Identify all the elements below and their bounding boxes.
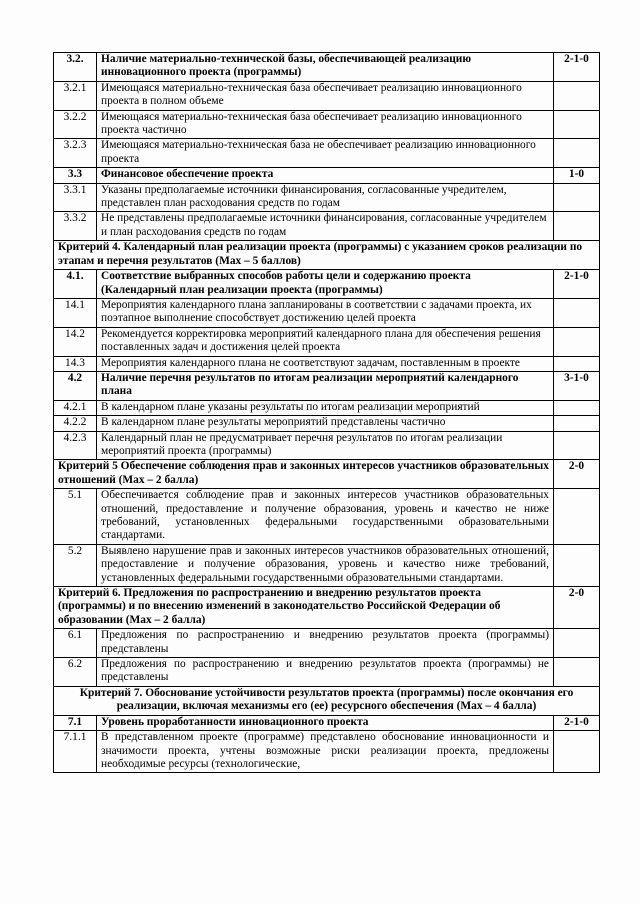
indicator-score xyxy=(554,81,600,110)
indicator-number: 6.1 xyxy=(54,629,97,658)
section-heading-row xyxy=(54,168,600,183)
indicator-score xyxy=(554,629,600,658)
criterion-score: 2-0 xyxy=(554,587,600,629)
indicator-score xyxy=(554,356,600,371)
indicator-row xyxy=(54,431,600,460)
section-score: 2-1-0 xyxy=(554,53,600,82)
indicator-row xyxy=(54,139,600,168)
indicator-text: В календарном плане результаты мероприятий представлены частично xyxy=(97,416,554,431)
indicator-score xyxy=(554,183,600,212)
indicator-score xyxy=(554,139,600,168)
criteria-table-body xyxy=(54,53,600,773)
indicator-number: 4.2.2 xyxy=(54,416,97,431)
indicator-number: 14.1 xyxy=(54,298,97,327)
indicator-text: Выявлено нарушение прав и законных интересов участников образовательных отношений, предоставление и получение образования, уровень и качество ниже требований, установленных федеральными государственными образовательными стандартами. xyxy=(97,544,554,586)
indicator-number: 3.3.1 xyxy=(54,183,97,212)
indicator-row xyxy=(54,400,600,415)
indicator-score xyxy=(554,298,600,327)
section-number: 7.1 xyxy=(54,715,97,730)
indicator-text: Имеющаяся материально-техническая база обеспечивает реализацию инновационного проекта частично xyxy=(97,110,554,139)
indicator-score xyxy=(554,544,600,586)
criterion-row xyxy=(54,241,600,270)
section-title: Соответствие выбранных способов работы цели и содержанию проекта (Календарный план реализации проекта (программы) xyxy=(97,270,554,299)
criterion-row xyxy=(54,587,600,629)
indicator-text: Обеспечивается соблюдение прав и законных интересов участников образовательных отношений, предоставление и получение образования, уровень и качество не ниже требований, установленных федеральными государственными образовательными стандартами. xyxy=(97,489,554,545)
criterion-title: Критерий 5 Обеспечение соблюдения прав и законных интересов участников образовательных отношений (Max – 2 балла) xyxy=(54,460,554,489)
indicator-row xyxy=(54,327,600,356)
indicator-number: 3.2.1 xyxy=(54,81,97,110)
indicator-score xyxy=(554,110,600,139)
indicator-score xyxy=(554,416,600,431)
section-title: Финансовое обеспечение проекта xyxy=(97,168,554,183)
indicator-text: В представленном проекте (программе) представлено обоснование инновационности и значимости проекта, учтены возможные риски реализации проекта, предложены необходимые ресурсы (технологические, xyxy=(97,731,554,773)
criterion-score: 2-0 xyxy=(554,460,600,489)
section-score: 2-1-0 xyxy=(554,270,600,299)
indicator-text: Мероприятия календарного плана запланированы в соответствии с задачами проекта, их поэтапное выполнение способствует достижению целей проекта xyxy=(97,298,554,327)
indicator-row xyxy=(54,298,600,327)
indicator-number: 4.2.1 xyxy=(54,400,97,415)
indicator-text: Мероприятия календарного плана не соответствуют задачам, поставленным в проекте xyxy=(97,356,554,371)
section-heading-row xyxy=(54,53,600,82)
indicator-row xyxy=(54,544,600,586)
indicator-score xyxy=(554,400,600,415)
section-score: 3-1-0 xyxy=(554,371,600,400)
indicator-number: 6.2 xyxy=(54,658,97,687)
section-title: Уровень проработанности инновационного проекта xyxy=(97,715,554,730)
section-number: 4.2 xyxy=(54,371,97,400)
indicator-score xyxy=(554,731,600,773)
indicator-number: 7.1.1 xyxy=(54,731,97,773)
criterion-title: Критерий 4. Календарный план реализации проекта (программы) с указанием сроков реализации по этапам и перечня результатов (Max – 5 баллов) xyxy=(54,241,600,270)
section-heading-row xyxy=(54,715,600,730)
criteria-table xyxy=(53,52,600,773)
indicator-text: Предложения по распространению и внедрению результатов проекта (программы) не представлены xyxy=(97,658,554,687)
indicator-row xyxy=(54,489,600,545)
section-score: 2-1-0 xyxy=(554,715,600,730)
indicator-text: Указаны предполагаемые источники финансирования, согласованные учредителем, представлен план расходования средств по годам xyxy=(97,183,554,212)
section-number: 4.1. xyxy=(54,270,97,299)
criterion-row xyxy=(54,686,600,715)
indicator-text: Не представлены предполагаемые источники финансирования, согласованные учредителем и план расходования средств по годам xyxy=(97,212,554,241)
indicator-number: 3.3.2 xyxy=(54,212,97,241)
indicator-score xyxy=(554,431,600,460)
indicator-score xyxy=(554,489,600,545)
indicator-row xyxy=(54,356,600,371)
indicator-text: Рекомендуется корректировка мероприятий календарного плана для обеспечения решения поставленных задач и достижения целей проекта xyxy=(97,327,554,356)
indicator-score xyxy=(554,658,600,687)
indicator-score xyxy=(554,212,600,241)
indicator-text: Имеющаяся материально-техническая база не обеспечивает реализацию инновационного проекта xyxy=(97,139,554,168)
indicator-row xyxy=(54,183,600,212)
section-heading-row xyxy=(54,270,600,299)
indicator-number: 5.1 xyxy=(54,489,97,545)
indicator-row xyxy=(54,416,600,431)
section-number: 3.2. xyxy=(54,53,97,82)
section-score: 1-0 xyxy=(554,168,600,183)
indicator-row xyxy=(54,731,600,773)
indicator-score xyxy=(554,327,600,356)
indicator-number: 5.2 xyxy=(54,544,97,586)
indicator-text: Предложения по распространению и внедрению результатов проекта (программы) представлены xyxy=(97,629,554,658)
indicator-text: В календарном плане указаны результаты по итогам реализации мероприятий xyxy=(97,400,554,415)
indicator-row xyxy=(54,110,600,139)
indicator-text: Имеющаяся материально-техническая база обеспечивает реализацию инновационного проекта в полном объеме xyxy=(97,81,554,110)
section-heading-row xyxy=(54,371,600,400)
indicator-text: Календарный план не предусматривает перечня результатов по итогам реализации мероприятий проекта (программы) xyxy=(97,431,554,460)
section-title: Наличие материально-технической базы, обеспечивающей реализацию инновационного проекта (программы) xyxy=(97,53,554,82)
criterion-title: Критерий 6. Предложения по распространению и внедрению результатов проекта (программы) и по внесению изменений в законодательство Российской Федерации об образовании (Max – 2 балла) xyxy=(54,587,554,629)
indicator-number: 3.2.3 xyxy=(54,139,97,168)
indicator-number: 14.3 xyxy=(54,356,97,371)
indicator-row xyxy=(54,212,600,241)
indicator-number: 4.2.3 xyxy=(54,431,97,460)
section-title: Наличие перечня результатов по итогам реализации мероприятий календарного плана xyxy=(97,371,554,400)
section-number: 3.3 xyxy=(54,168,97,183)
indicator-number: 14.2 xyxy=(54,327,97,356)
indicator-row xyxy=(54,658,600,687)
indicator-row xyxy=(54,629,600,658)
criterion-row xyxy=(54,460,600,489)
criterion-title: Критерий 7. Обоснование устойчивости результатов проекта (программы) после окончания его реализации, включая механизмы его (ее) ресурсного обеспечения (Max – 4 балла) xyxy=(54,686,600,715)
indicator-number: 3.2.2 xyxy=(54,110,97,139)
indicator-row xyxy=(54,81,600,110)
